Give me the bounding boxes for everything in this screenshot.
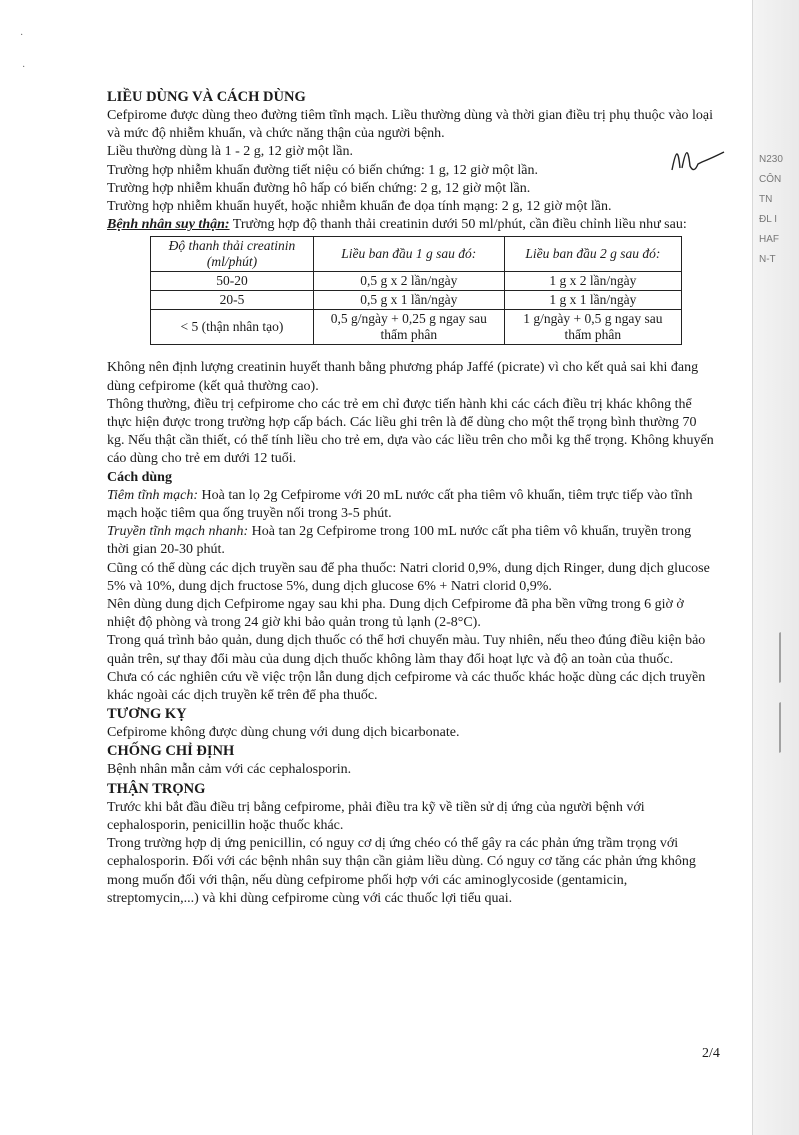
table-cell: 1 g x 2 lần/ngày: [504, 272, 681, 291]
iv-paragraph: [107, 487, 715, 523]
dosage-heading: LIỀU DÙNG VÀ CÁCH DÙNG: [107, 89, 306, 105]
edge-stamp-line: TN: [759, 194, 773, 205]
administration-heading: Cách dùng: [107, 469, 172, 485]
table-cell: 1 g/ngày + 0,5 g ngay sau thẩm phân: [504, 310, 681, 345]
table-header: Liều ban đầu 1 g sau đó:: [313, 237, 504, 272]
scan-speck: ·: [20, 30, 24, 41]
paragraph: Bệnh nhân mẫn cảm với các cephalosporin.: [107, 762, 352, 778]
paragraph: Trường hợp nhiễm khuẩn huyết, hoặc nhiễm khuẩn đe dọa tính mạng: 2 g, 12 giờ một lần.: [107, 199, 612, 215]
paragraph: Không nên định lượng creatinin huyết thanh bằng phương pháp Jaffé (picrate) vì cho kết quả sai khi đang dùng cefpirome (kết quả thường cao).: [107, 360, 699, 394]
edge-stamp-line: CÔN: [759, 174, 782, 185]
page-number: 2/4: [702, 1046, 720, 1061]
edge-stamp-line: HAF: [759, 234, 779, 245]
edge-stamp-line: N-T: [759, 254, 776, 265]
paragraph: Chưa có các nghiên cứu về việc trộn lẫn dung dịch cefpirome và các thuốc khác hoặc dùng các dịch truyền khác ngoài các dịch truyền kể trên để pha thuốc.: [107, 669, 706, 704]
table-cell: 0,5 g x 2 lần/ngày: [313, 272, 504, 291]
paragraph: Trong quá trình bảo quản, dung dịch thuốc có thể hơi chuyển màu. Tuy nhiên, nếu theo đúng điều kiện bảo quản trên, sự thay đổi màu của dung dịch thuốc không làm thay đổi hoạt lực và độ an toàn của thuốc.: [107, 633, 706, 667]
iv-text: Hoà tan lọ 2g Cefpirome với 20 mL nước cất pha tiêm vô khuẩn, tiêm trực tiếp vào tĩnh mạch hoặc tiêm qua ống truyền nối trong 3-5 phút.: [107, 487, 693, 522]
edge-mark: [779, 627, 795, 683]
renal-text: Trường hợp độ thanh thải creatinin dưới 50 ml/phút, cần điều chỉnh liều như sau:: [229, 217, 687, 233]
paragraph: Liều thường dùng là 1 - 2 g, 12 giờ một lần.: [107, 144, 353, 160]
infusion-label: Truyền tĩnh mạch nhanh:: [107, 524, 249, 540]
table-cell: 20-5: [151, 291, 314, 310]
paragraph: Cefpirome không được dùng chung với dung dịch bicarbonate.: [107, 725, 460, 741]
infusion-paragraph: [107, 523, 715, 559]
table-cell: 50-20: [151, 272, 314, 291]
renal-label: Bệnh nhân suy thận:: [107, 217, 230, 233]
edge-mark: [779, 697, 795, 753]
table-row: [151, 310, 682, 345]
document-body: [107, 88, 715, 908]
paragraph: Cefpirome được dùng theo đường tiêm tĩnh mạch. Liều thường dùng và thời gian điều trị phụ thuộc vào loại và mức độ nhiễm khuẩn, và chức năng thận của người bệnh.: [107, 108, 714, 142]
edge-stamp-line: N230: [759, 154, 783, 165]
paragraph: Cũng có thể dùng các dịch truyền sau để pha thuốc: Natri clorid 0,9%, dung dịch Ringer, dung dịch glucose 5% và 10%, dung dịch fructose 5%, dung dịch glucose 6% + Natri clorid 0,9%.: [107, 560, 710, 594]
table-cell: 0,5 g x 1 lần/ngày: [313, 291, 504, 310]
edge-stamp: [753, 150, 799, 270]
table-row: [151, 272, 682, 291]
iv-label: Tiêm tĩnh mạch:: [107, 487, 198, 503]
paragraph: Trường hợp nhiễm khuẩn đường hô hấp có biến chứng: 2 g, 12 giờ một lần.: [107, 180, 531, 196]
interaction-heading: TƯƠNG KỴ: [107, 706, 187, 723]
infusion-text: Hoà tan 2g Cefpirome trong 100 mL nước cất pha tiêm vô khuẩn, truyền trong thời gian 20-30 phút.: [107, 524, 692, 558]
table-header-row: [151, 237, 682, 272]
dose-table: [150, 236, 682, 345]
paragraph: Nên dùng dung dịch Cefpirome ngay sau khi pha. Dung dịch Cefpirome đã pha bền vững trong 6 giờ ở nhiệt độ phòng và trong 24 giờ khi bảo quản trong tủ lạnh (2-8°C).: [107, 597, 684, 631]
page-edge: [752, 0, 799, 1135]
paragraph: Thông thường, điều trị cefpirome cho các trẻ em chỉ được tiến hành khi các cách điều trị khác không thể thực hiện được trong trường hợp cấp bách. Các liều ghi trên là để dùng cho một thể trọng bình thường 70 kg. Nếu thật cần thiết, có thể tính liều cho trẻ em, dựa vào các liều trên cho mỗi kg thể trọng. Không khuyến cáo dùng cho trẻ em dưới 12 tuổi.: [107, 396, 714, 467]
scan-speck: ·: [22, 62, 26, 73]
renal-paragraph: [107, 216, 715, 234]
table-cell: 0,5 g/ngày + 0,25 g ngay sau thẩm phân: [313, 310, 504, 345]
precaution-heading: THẬN TRỌNG: [107, 780, 206, 797]
table-header: Liều ban đầu 2 g sau đó:: [504, 237, 681, 272]
paragraph: Trước khi bắt đầu điều trị bằng cefpirome, phải điều tra kỹ về tiền sử dị ứng của người bệnh với cephalosporin, penicillin hoặc thuốc khác.: [107, 799, 645, 833]
edge-stamp-line: ĐL I: [759, 214, 777, 225]
table-cell: < 5 (thận nhân tạo): [151, 310, 314, 345]
contraindication-heading: CHỐNG CHỈ ĐỊNH: [107, 743, 235, 760]
paragraph: Trường hợp nhiễm khuẩn đường tiết niệu có biến chứng: 1 g, 12 giờ một lần.: [107, 162, 538, 178]
table-row: [151, 291, 682, 310]
paragraph: Trong trường hợp dị ứng penicillin, có nguy cơ dị ứng chéo có thể gây ra các phản ứng trầm trọng với cephalosporin. Đối với các bệnh nhân suy thận cần giảm liều dùng. Có nguy cơ tăng các phản ứng không mong muốn đối với thận, nếu dùng cefpirome phối hợp với các aminoglycoside (gentamicin, streptomycin,...) và khi dùng cefpirome cùng với các thuốc lợi tiểu quai.: [107, 836, 696, 906]
table-header: Độ thanh thải creatinin (ml/phút): [151, 237, 314, 272]
table-cell: 1 g x 1 lần/ngày: [504, 291, 681, 310]
